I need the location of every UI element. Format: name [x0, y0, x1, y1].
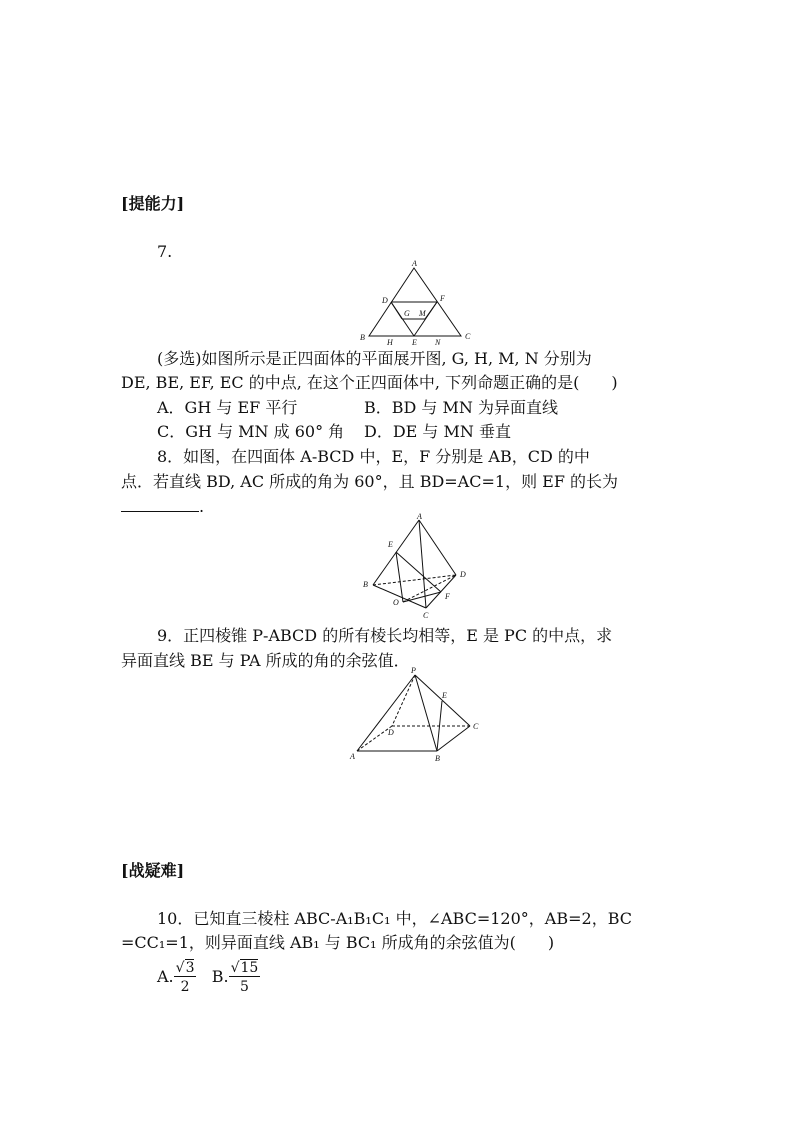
- q7-label-M: M: [419, 309, 426, 318]
- q10-option-b-label: B.: [211, 967, 229, 986]
- q8-label-E: E: [388, 540, 393, 549]
- q9-label-C: C: [473, 722, 479, 731]
- q7-option-a: A．GH 与 EF 平行: [157, 398, 298, 417]
- q8-answer-blank-line: [121, 496, 204, 518]
- q8-tetrahedron-figure: [358, 510, 478, 622]
- q7-label-N: N: [435, 338, 441, 346]
- q10-stem-line1: 10．已知直三棱柱 ABC‐A₁B₁C₁ 中，∠ABC=120°，AB=2，BC: [157, 909, 632, 928]
- section-heading-difficulty: [战疑难]: [121, 861, 185, 880]
- q9-label-A: A: [350, 752, 355, 761]
- q8-label-A: A: [417, 512, 422, 521]
- q7-stem-line2: DE, BE, EF, EC 的中点, 在这个正四面体中, 下列命题正确的是( ): [121, 373, 618, 392]
- q8-label-F: F: [445, 592, 450, 601]
- q9-label-B: B: [435, 754, 440, 763]
- q9-label-E: E: [442, 691, 447, 700]
- q10-option-a-fraction: $\frac{√3}{2}$: [175, 960, 195, 995]
- q7-number: 7.: [157, 242, 173, 261]
- q8-stem-line2: 点．若直线 BD, AC 所成的角为 60°，且 BD=AC=1，则 EF 的长为: [121, 472, 619, 491]
- q7-option-d: D．DE 与 MN 垂直: [364, 422, 511, 441]
- q8-label-C: C: [423, 611, 429, 620]
- q9-stem-line1: 9．正四棱锥 P‐ABCD 的所有棱长均相等，E 是 PC 的中点，求: [157, 626, 613, 645]
- q10-option-a-denominator: 2: [180, 979, 190, 995]
- q7-net-figure: [355, 258, 480, 346]
- q7-label-A: A: [412, 259, 417, 268]
- q10-option-a-radicand: 3: [185, 960, 195, 976]
- q9-label-P: P: [411, 666, 416, 675]
- q7-stem-line1: (多选)如图所示是正四面体的平面展开图, G, H, M, N 分别为: [157, 349, 592, 368]
- q8-answer-blank[interactable]: [121, 497, 199, 512]
- q7-label-C: C: [465, 332, 471, 341]
- q9-pyramid-figure: [345, 665, 490, 765]
- q8-label-D: D: [460, 570, 466, 579]
- q9-label-D: D: [388, 728, 394, 737]
- q10-stem-line2: =CC₁=1，则异面直线 AB₁ 与 BC₁ 所成角的余弦值为( ): [121, 933, 555, 952]
- q7-label-D: D: [382, 296, 388, 305]
- q7-label-E: E: [412, 338, 417, 346]
- q7-label-F: F: [440, 294, 445, 303]
- q10-option-a-label: A.: [157, 967, 174, 986]
- q10-option-b-radicand: 15: [240, 960, 259, 976]
- q7-label-B: B: [360, 333, 365, 342]
- q7-option-c: C．GH 与 MN 成 60° 角: [157, 422, 345, 441]
- q7-label-G: G: [404, 309, 410, 318]
- q9-stem-line2: 异面直线 BE 与 PA 所成的角的余弦值．: [121, 651, 410, 670]
- q8-label-O: O: [393, 598, 399, 607]
- q7-option-b: B．BD 与 MN 为异面直线: [364, 398, 558, 417]
- q10-option-b-denominator: 5: [240, 979, 249, 995]
- section-heading-ability: [提能力]: [121, 194, 185, 213]
- q10-option-b-fraction: $\frac{√15}{5}$: [230, 960, 259, 995]
- q10-options: [157, 960, 260, 995]
- q8-tail: .: [199, 497, 205, 516]
- q7-label-H: H: [387, 338, 393, 346]
- q8-stem-line1: 8．如图，在四面体 A‐BCD 中，E，F 分别是 AB，CD 的中: [157, 447, 590, 466]
- q8-label-B: B: [363, 580, 368, 589]
